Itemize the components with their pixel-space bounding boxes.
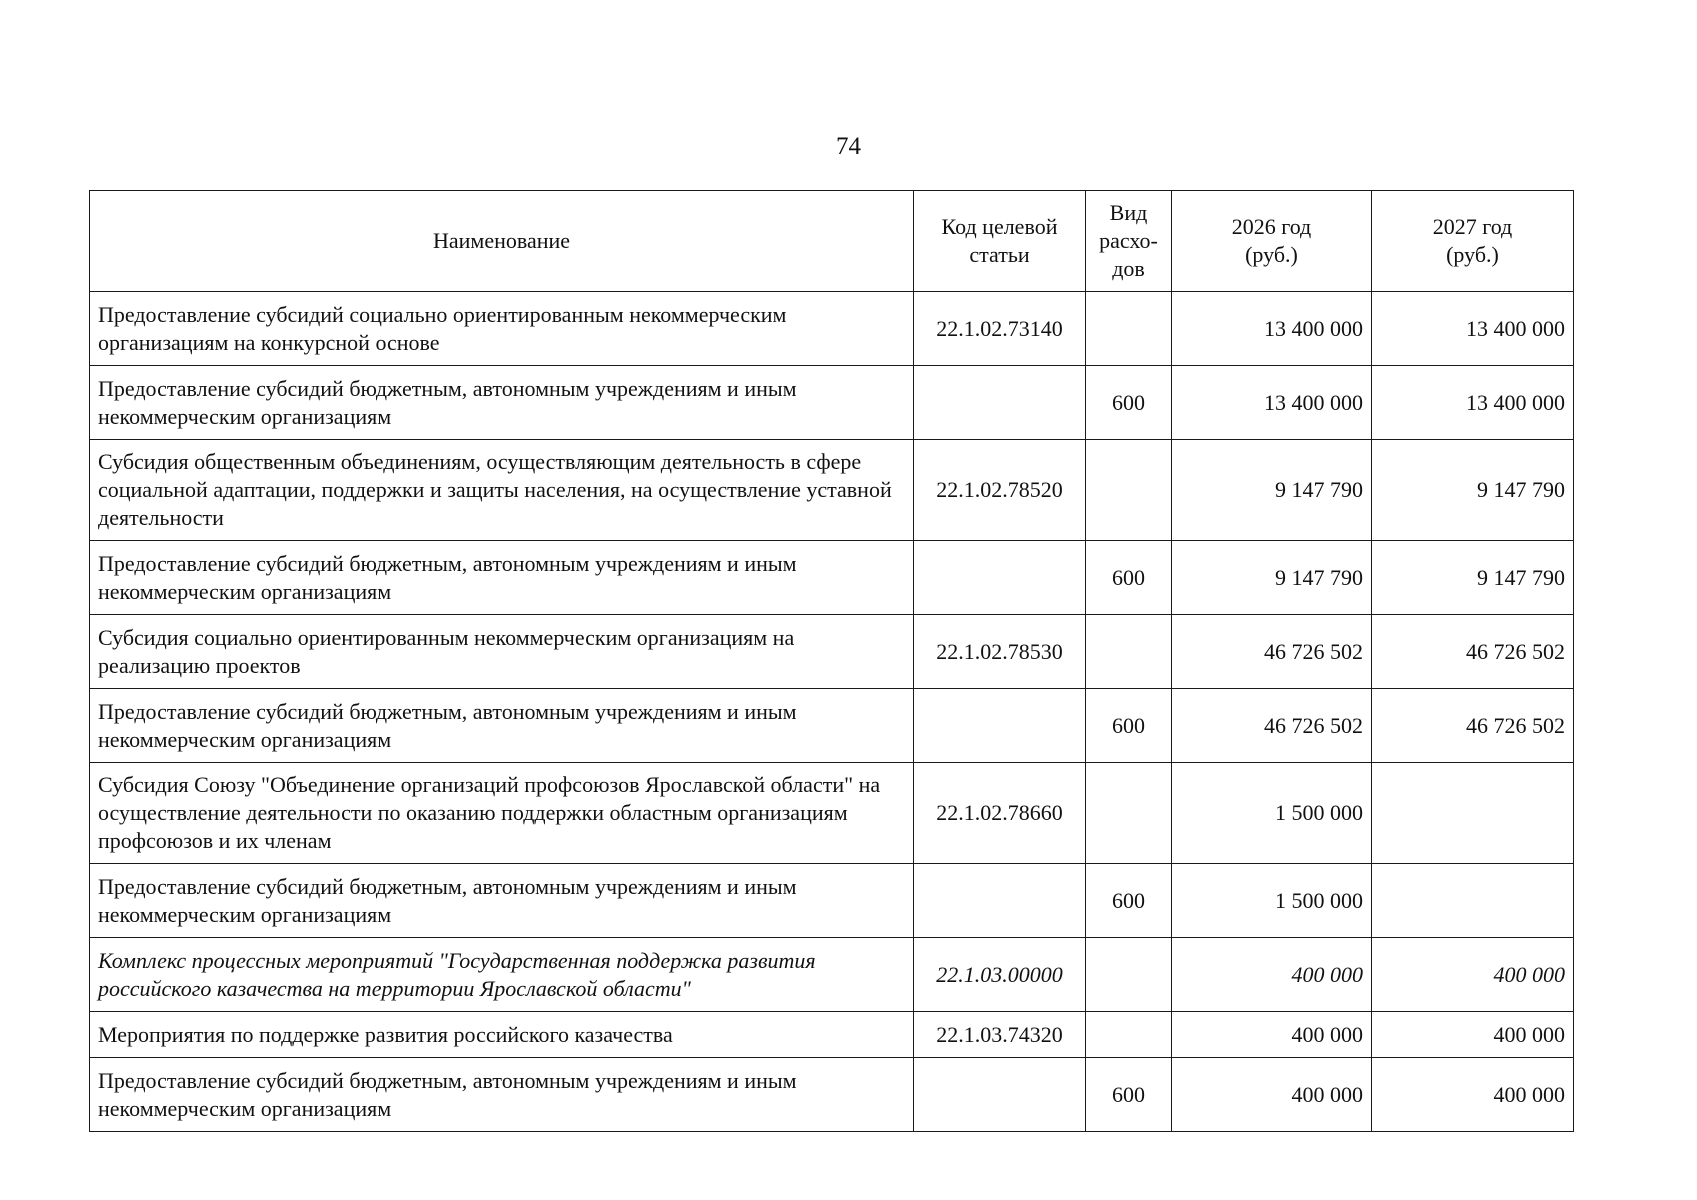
row-amount-2026: 13 400 000 xyxy=(1172,366,1372,440)
table-row xyxy=(90,541,1574,615)
row-amount-2026: 9 147 790 xyxy=(1172,440,1372,541)
row-amount-2026: 46 726 502 xyxy=(1172,615,1372,689)
row-code: 22.1.03.74320 xyxy=(914,1012,1086,1058)
row-kind: 600 xyxy=(1086,1058,1172,1132)
header-2026-line: 2026 год xyxy=(1231,214,1312,239)
table-row xyxy=(90,938,1574,1012)
header-2027 xyxy=(1372,191,1574,292)
row-name: Предоставление субсидий социально ориентированным некоммерческим организациям на конкурсной основе xyxy=(90,292,914,366)
row-amount-2026: 1 500 000 xyxy=(1172,763,1372,864)
row-code: 22.1.03.00000 xyxy=(914,938,1086,1012)
row-kind: 600 xyxy=(1086,864,1172,938)
row-kind xyxy=(1086,938,1172,1012)
row-kind: 600 xyxy=(1086,689,1172,763)
row-code: 22.1.02.73140 xyxy=(914,292,1086,366)
row-code xyxy=(914,366,1086,440)
row-kind xyxy=(1086,1012,1172,1058)
table-row xyxy=(90,615,1574,689)
row-name: Предоставление субсидий бюджетным, автономным учреждениям и иным некоммерческим организациям xyxy=(90,864,914,938)
table-row xyxy=(90,1012,1574,1058)
row-amount-2027: 13 400 000 xyxy=(1372,366,1574,440)
row-amount-2027: 46 726 502 xyxy=(1372,689,1574,763)
header-2027-line: 2027 год xyxy=(1432,214,1513,239)
row-amount-2027: 9 147 790 xyxy=(1372,541,1574,615)
header-name xyxy=(90,191,914,292)
row-amount-2027: 400 000 xyxy=(1372,1058,1574,1132)
row-name: Субсидия социально ориентированным некоммерческим организациям на реализацию проектов xyxy=(90,615,914,689)
header-2026-line: (руб.) xyxy=(1245,242,1298,267)
header-code-label: Код целевой статьи xyxy=(941,214,1058,267)
table-header-row xyxy=(90,191,1574,292)
row-amount-2027: 400 000 xyxy=(1372,938,1574,1012)
row-kind: 600 xyxy=(1086,366,1172,440)
row-name: Комплекс процессных мероприятий "Государственная поддержка развития российского казачества на территории Ярославской области" xyxy=(90,938,914,1012)
row-name: Предоставление субсидий бюджетным, автономным учреждениям и иным некоммерческим организациям xyxy=(90,1058,914,1132)
header-kind-line: расхо- xyxy=(1099,228,1158,253)
table-row xyxy=(90,440,1574,541)
row-name: Предоставление субсидий бюджетным, автономным учреждениям и иным некоммерческим организациям xyxy=(90,366,914,440)
page-number: 74 xyxy=(836,133,861,160)
row-code xyxy=(914,689,1086,763)
row-amount-2027 xyxy=(1372,864,1574,938)
row-kind: 600 xyxy=(1086,541,1172,615)
row-amount-2026: 400 000 xyxy=(1172,1012,1372,1058)
header-2027-line: (руб.) xyxy=(1446,242,1499,267)
row-kind xyxy=(1086,615,1172,689)
header-code xyxy=(914,191,1086,292)
row-amount-2027 xyxy=(1372,763,1574,864)
row-amount-2027: 13 400 000 xyxy=(1372,292,1574,366)
table-row xyxy=(90,1058,1574,1132)
header-name-label: Наименование xyxy=(432,228,571,253)
row-amount-2026: 1 500 000 xyxy=(1172,864,1372,938)
header-kind xyxy=(1086,191,1172,292)
row-amount-2027: 400 000 xyxy=(1372,1012,1574,1058)
row-code xyxy=(914,1058,1086,1132)
row-amount-2026: 9 147 790 xyxy=(1172,541,1372,615)
row-code: 22.1.02.78520 xyxy=(914,440,1086,541)
row-amount-2026: 400 000 xyxy=(1172,1058,1372,1132)
row-amount-2027: 9 147 790 xyxy=(1372,440,1574,541)
row-code xyxy=(914,541,1086,615)
row-name: Предоставление субсидий бюджетным, автономным учреждениям и иным некоммерческим организациям xyxy=(90,689,914,763)
table-row xyxy=(90,763,1574,864)
table-row xyxy=(90,292,1574,366)
row-amount-2027: 46 726 502 xyxy=(1372,615,1574,689)
budget-table xyxy=(89,190,1574,1132)
row-kind xyxy=(1086,292,1172,366)
header-kind-line: дов xyxy=(1112,256,1145,281)
header-kind-line: Вид xyxy=(1109,200,1148,225)
row-name: Мероприятия по поддержке развития российского казачества xyxy=(90,1012,914,1058)
row-amount-2026: 400 000 xyxy=(1172,938,1372,1012)
row-code: 22.1.02.78660 xyxy=(914,763,1086,864)
header-2026 xyxy=(1172,191,1372,292)
row-code: 22.1.02.78530 xyxy=(914,615,1086,689)
row-kind xyxy=(1086,763,1172,864)
row-name: Субсидия Союзу "Объединение организаций профсоюзов Ярославской области" на осуществление деятельности по оказанию поддержки областным организациям профсоюзов и их членам xyxy=(90,763,914,864)
row-amount-2026: 13 400 000 xyxy=(1172,292,1372,366)
row-name: Предоставление субсидий бюджетным, автономным учреждениям и иным некоммерческим организациям xyxy=(90,541,914,615)
table-row xyxy=(90,689,1574,763)
table-row xyxy=(90,366,1574,440)
table-row xyxy=(90,864,1574,938)
row-amount-2026: 46 726 502 xyxy=(1172,689,1372,763)
row-name: Субсидия общественным объединениям, осуществляющим деятельность в сфере социальной адаптации, поддержки и защиты населения, на осуществление уставной деятельности xyxy=(90,440,914,541)
row-kind xyxy=(1086,440,1172,541)
row-code xyxy=(914,864,1086,938)
